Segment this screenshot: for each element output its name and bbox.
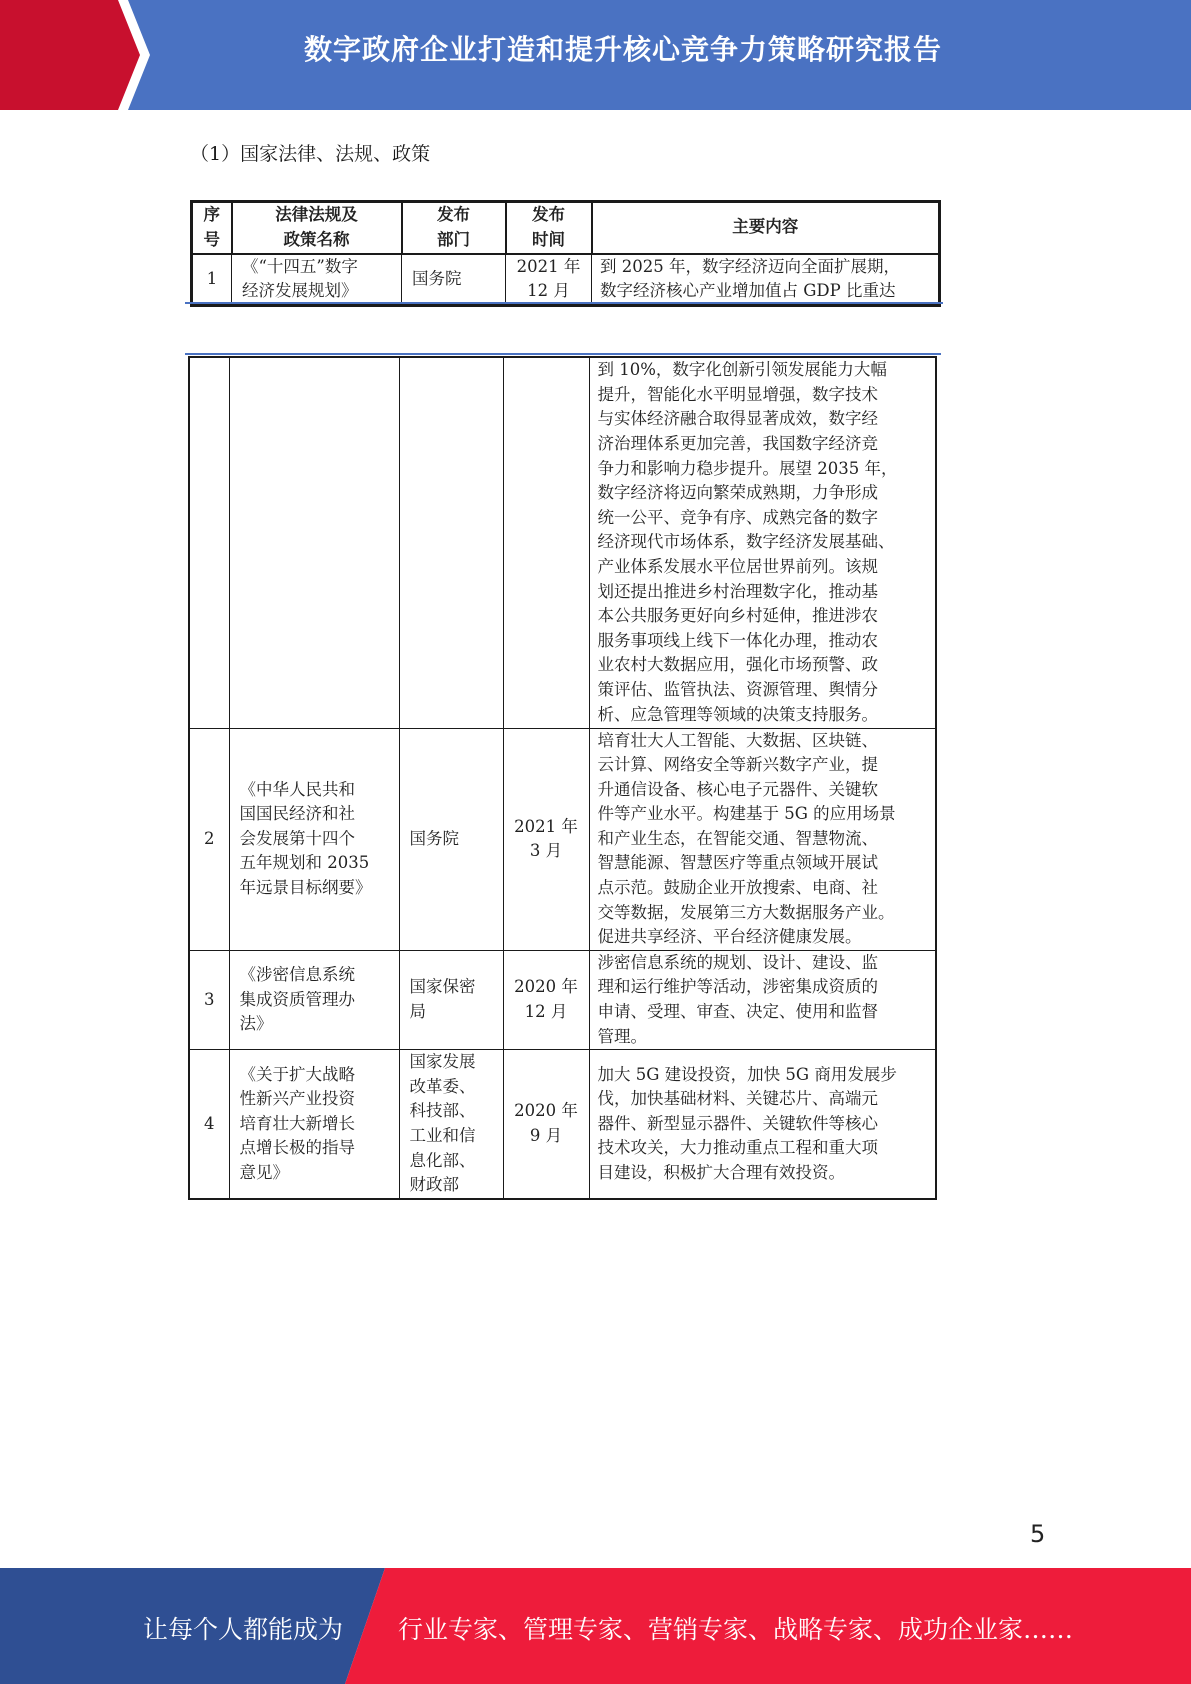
footer-slogan-right: 行业专家、管理专家、营销专家、战略专家、成功企业家…… bbox=[398, 1615, 1074, 1644]
row-dept: 国务院 bbox=[402, 254, 506, 306]
footer-slogan-left: 让每个人都能成为 bbox=[143, 1615, 344, 1644]
row-content: 培育壮大人工智能、大数据、区块链、 云计算、网络安全等新兴数字产业，提 升通信设备、核心电子元器件、关键软 件等产业水平。构建基于 5G 的应用场景 和产业生态，在智能交通、智慧物流、 智慧能源、智慧医疗等重点领域开展试 点示范。鼓励企业开放搜索、电商、社 交等数据，发展第三方大数据服务产业。 促进共享经济、平台经济健康发展。 bbox=[589, 728, 936, 950]
row-date: 2020 年 12 月 bbox=[503, 950, 589, 1049]
page-number: 5 bbox=[1030, 1520, 1046, 1548]
row-num bbox=[189, 357, 229, 728]
row-name: 《中华人民共和 国国民经济和社 会发展第十四个 五年规划和 2035 年远景目标纲要》 bbox=[229, 728, 399, 950]
policy-table-part2 bbox=[188, 356, 937, 1200]
row-content: 加大 5G 建设投资，加快 5G 商用发展步 伐，加快基础材料、关键芯片、高端元 器件、新型显示器件、关键软件等核心 技术攻关，大力推动重点工程和重大项 目建设，积极扩大合理有效投资。 bbox=[589, 1050, 936, 1199]
row-date: 2021 年 12 月 bbox=[506, 254, 592, 306]
header-num: 序 号 bbox=[192, 202, 232, 254]
section-heading: （1）国家法律、法规、政策 bbox=[190, 143, 431, 165]
table-row bbox=[189, 357, 936, 728]
row-num: 3 bbox=[189, 950, 229, 1049]
table-row bbox=[189, 728, 936, 950]
row-date bbox=[503, 357, 589, 728]
header-dept: 发布 部门 bbox=[402, 202, 506, 254]
row-num: 2 bbox=[189, 728, 229, 950]
header-date: 发布 时间 bbox=[506, 202, 592, 254]
row-dept: 国家发展 改革委、 科技部、 工业和信 息化部、 财政部 bbox=[399, 1050, 503, 1199]
row-num: 1 bbox=[192, 254, 232, 306]
row-dept bbox=[399, 357, 503, 728]
page-footer bbox=[0, 1568, 1191, 1684]
table-header-row bbox=[192, 202, 940, 254]
table-row bbox=[189, 950, 936, 1049]
row-content: 到 10%，数字化创新引领发展能力大幅 提升，智能化水平明显增强，数字技术 与实体经济融合取得显著成效，数字经 济治理体系更加完善，我国数字经济竞 争力和影响力稳步提升。展望 2035 年， 数字经济将迈向繁荣成熟期，力争形成 统一公平、竞争有序、成熟完备的数字 经济现代市场体系，数字经济发展基础、 产业体系发展水平位居世界前列。该规 划还提出推进乡村治理数字化，推动基 本公共服务更好向乡村延伸，推进涉农 服务事项线上线下一体化办理，推动农 业农村大数据应用，强化市场预警、政 策评估、监管执法、资源管理、舆情分 析、应急管理等领域的决策支持服务。 bbox=[589, 357, 936, 728]
row-name: 《“十四五”数字 经济发展规划》 bbox=[232, 254, 402, 306]
row-content: 涉密信息系统的规划、设计、建设、监 理和运行维护等活动，涉密集成资质的 申请、受理、审查、决定、使用和监督 管理。 bbox=[589, 950, 936, 1049]
header-name: 法律法规及 政策名称 bbox=[232, 202, 402, 254]
page-header bbox=[0, 0, 1191, 110]
row-num: 4 bbox=[189, 1050, 229, 1199]
row-name: 《关于扩大战略 性新兴产业投资 培育壮大新增长 点增长极的指导 意见》 bbox=[229, 1050, 399, 1199]
row-content: 到 2025 年，数字经济迈向全面扩展期， 数字经济核心产业增加值占 GDP 比重达 bbox=[592, 254, 940, 306]
table-row bbox=[189, 1050, 936, 1199]
row-dept: 国家保密 局 bbox=[399, 950, 503, 1049]
row-dept: 国务院 bbox=[399, 728, 503, 950]
header-title: 数字政府企业打造和提升核心竞争力策略研究报告 bbox=[303, 33, 942, 66]
policy-table-part1 bbox=[190, 200, 941, 307]
row-name bbox=[229, 357, 399, 728]
row-name: 《涉密信息系统 集成资质管理办 法》 bbox=[229, 950, 399, 1049]
table-row bbox=[192, 254, 940, 306]
row-date: 2021 年 3 月 bbox=[503, 728, 589, 950]
table-break-line bbox=[185, 302, 943, 304]
header-content: 主要内容 bbox=[592, 202, 940, 254]
table-break-line bbox=[185, 353, 941, 355]
row-date: 2020 年 9 月 bbox=[503, 1050, 589, 1199]
